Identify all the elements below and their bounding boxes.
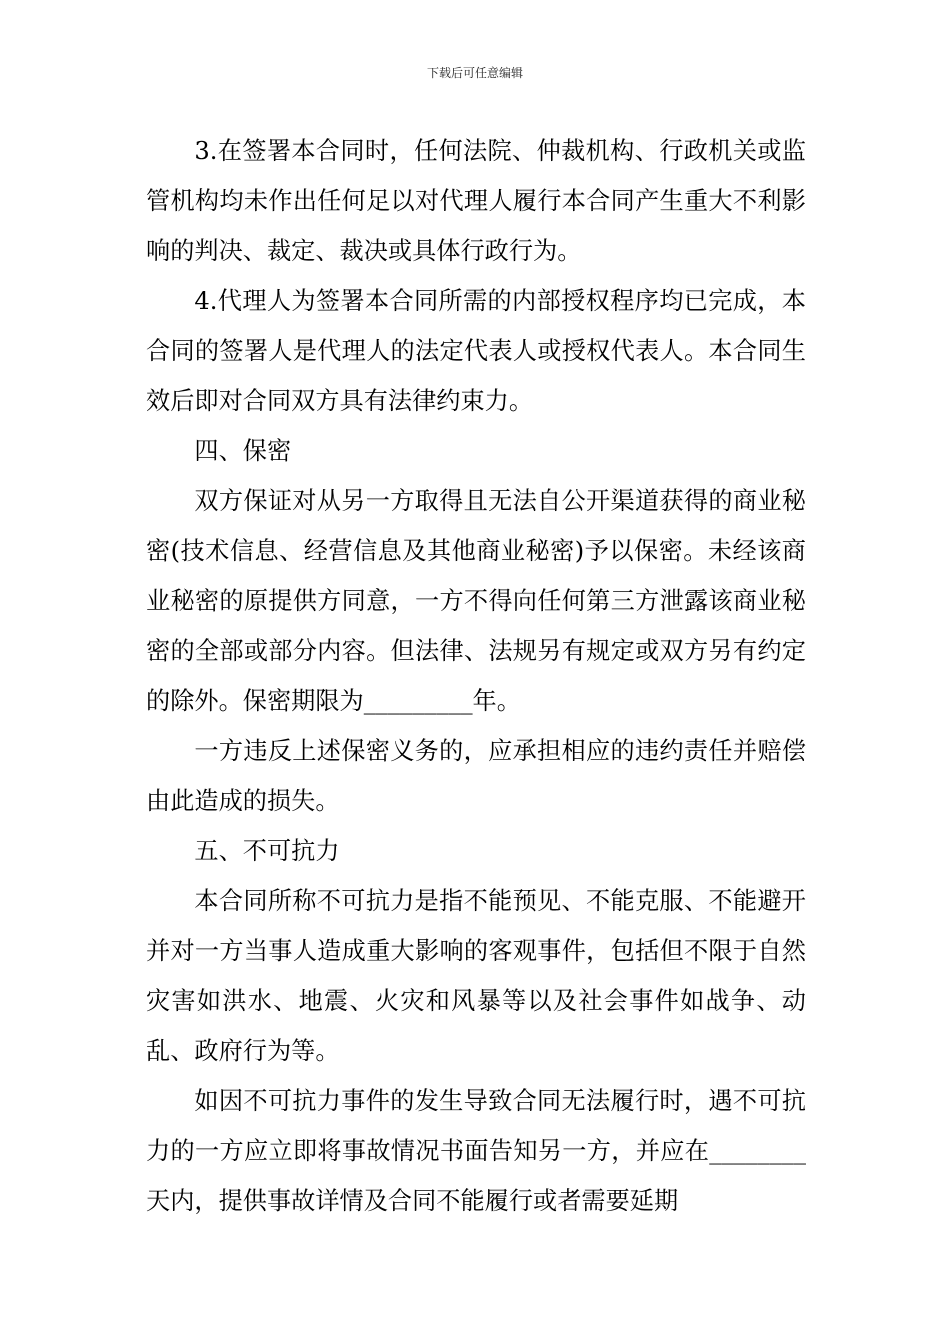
page-header: 下载后可任意编辑: [426, 66, 523, 80]
confidentiality-breach-paragraph: 一方违反上述保密义务的，应承担相应的违约责任并赔偿由此造成的损失。: [146, 737, 806, 815]
force-majeure-notice-paragraph: 如因不可抗力事件的发生导致合同无法履行时，遇不可抗力的一方应立即将事故情况书面告知另一方，并应在________天内，提供事故详情及合同不能履行或者需要延期: [146, 1087, 806, 1215]
confidentiality-paragraph: 双方保证对从另一方取得且无法自公开渠道获得的商业秘密(技术信息、经营信息及其他商业秘密)予以保密。未经该商业秘密的原提供方同意，一方不得向任何第三方泄露该商业秘密的全部或部分内容。但法律、法规另有规定或双方另有约定的除外。保密期限为_________年。: [146, 487, 806, 715]
clause-4-paragraph: 4.代理人为签署本合同所需的内部授权程序均已完成，本合同的签署人是代理人的法定代表人或授权代表人。本合同生效后即对合同双方具有法律约束力。: [146, 287, 806, 415]
document-body: [146, 126, 806, 1226]
section-heading-force-majeure: 五、不可抗力: [194, 837, 340, 865]
force-majeure-definition-paragraph: 本合同所称不可抗力是指不能预见、不能克服、不能避开并对一方当事人造成重大影响的客观事件，包括但不限于自然灾害如洪水、地震、火灾和风暴等以及社会事件如战争、动乱、政府行为等。: [146, 887, 806, 1065]
clause-3-paragraph: 3.在签署本合同时，任何法院、仲裁机构、行政机关或监管机构均未作出任何足以对代理人履行本合同产生重大不利影响的判决、裁定、裁决或具体行政行为。: [146, 137, 806, 265]
section-heading-confidentiality: 四、保密: [194, 437, 292, 465]
